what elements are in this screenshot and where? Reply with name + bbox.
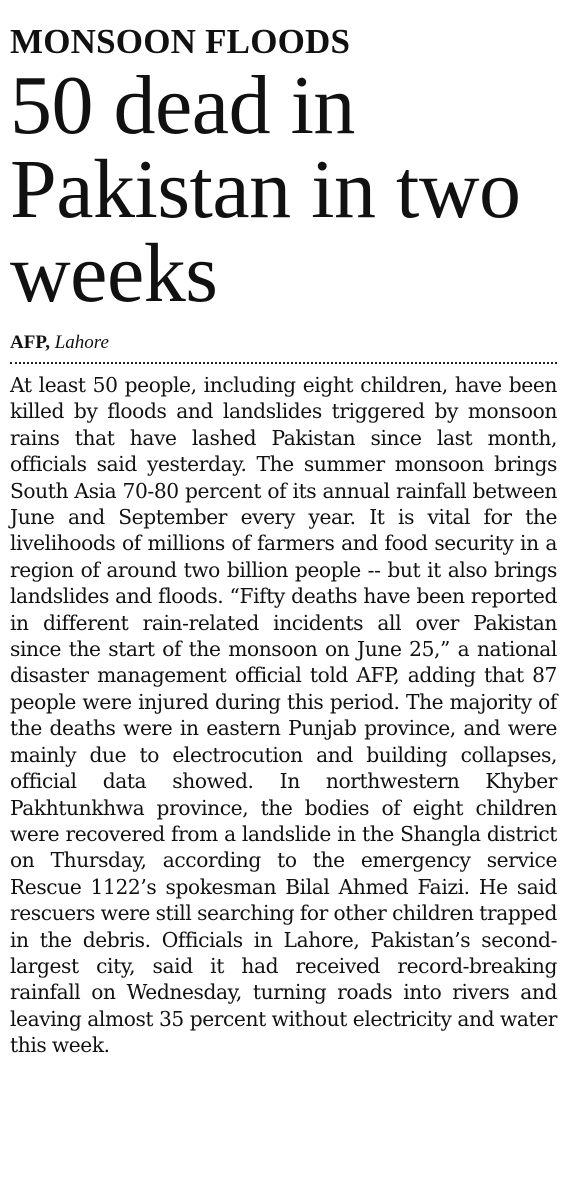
article-headline: 50 dead in Pakistan in two weeks (10, 59, 521, 320)
dotted-divider (10, 362, 557, 364)
byline-place: Lahore (54, 332, 109, 353)
article-kicker: MONSOON FLOODS (10, 22, 351, 61)
article-byline (10, 332, 557, 354)
byline-agency: AFP, (10, 332, 50, 353)
article-body: At least 50 people, including eight children, have been killed by floods and landslides triggered by monsoon rains that have lashed Pakistan since last month, officials said yesterday. The summer monsoon brings South Asia 70-80 percent of its annual rainfall between June and September every year. It is vital for the livelihoods of millions of farmers and food security in a region of around two billion people -- but it also brings landslides and floods. “Fifty deaths have been reported in different rain-related incidents all over Pakistan since the start of the monsoon on June 25,” a national disaster management official told AFP, adding that 87 people were injured during this period. The majority of the deaths were in eastern Punjab province, and were mainly due to electrocution and building collapses, official data showed. In northwestern Khyber Pakhtunkhwa province, the bodies of eight children were recovered from a landslide in the Shangla district on Thursday, according to the emergency service Rescue 1122’s spokesman Bilal Ahmed Faizi. He said rescuers were still searching for other children trapped in the debris. Officials in Lahore, Pakistan’s second-largest city, said it had received record-breaking rainfall on Wednesday, turning roads into rivers and leaving almost 35 percent without electricity and water this week. (10, 373, 557, 1058)
news-article (10, 0, 557, 1059)
